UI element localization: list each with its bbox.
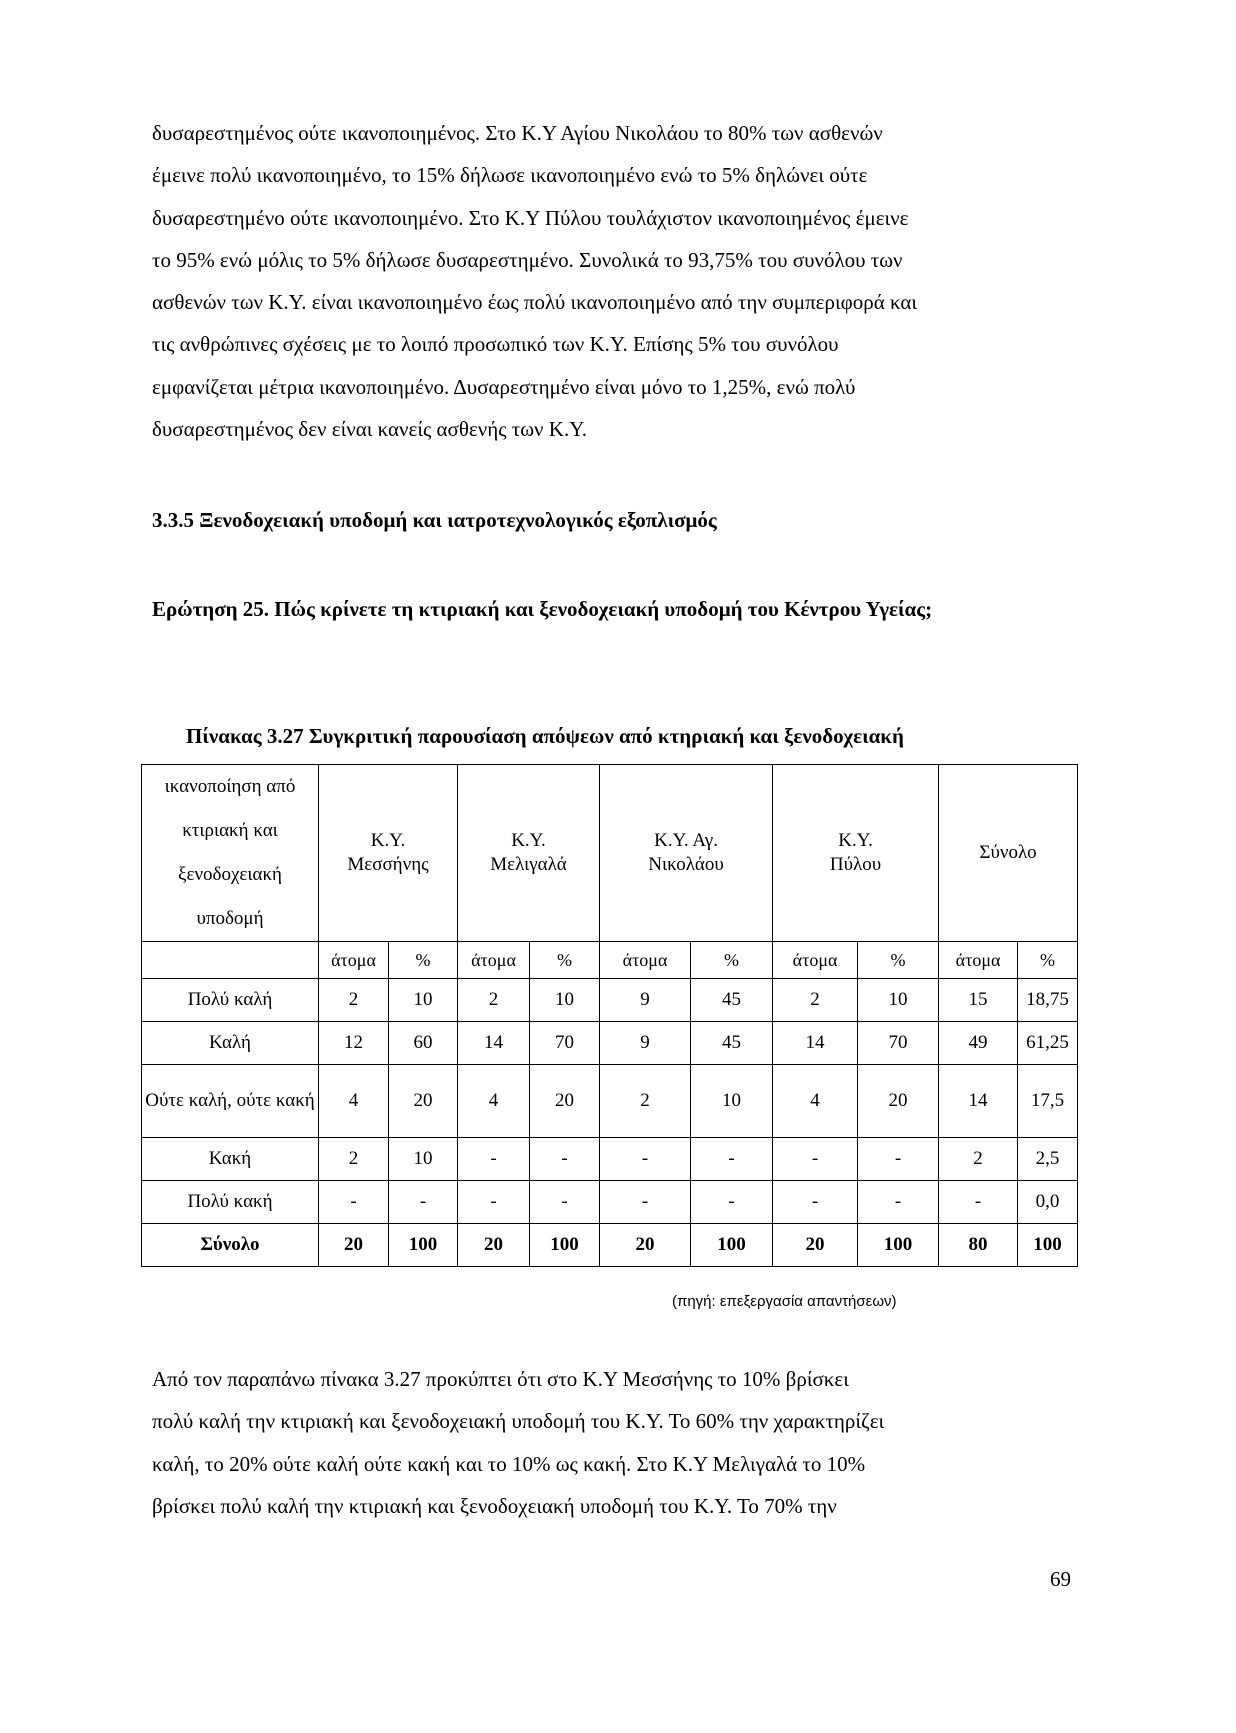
- column-header-line: Μελιγαλά: [490, 854, 567, 875]
- table-cell: 20: [530, 1065, 600, 1138]
- column-header-line: Σύνολο: [979, 842, 1037, 864]
- row-label: Καλή: [142, 1022, 319, 1065]
- table-cell: 14: [773, 1022, 858, 1065]
- table-caption: Πίνακας 3.27 Συγκριτική παρουσίαση απόψεων από κτηριακή και ξενοδοχειακή: [186, 724, 904, 748]
- table-cell: 12: [319, 1022, 389, 1065]
- intro-line: δυσαρεστημένος δεν είναι κανείς ασθενής των Κ.Υ.: [152, 417, 588, 442]
- outro-paragraph: [152, 1358, 1068, 1527]
- table-cell: 10: [691, 1065, 773, 1138]
- table-cell: -: [319, 1181, 389, 1224]
- corner-label-line: κτιριακή και: [182, 820, 278, 841]
- page-number: 69: [1050, 1567, 1071, 1591]
- table-cell: -: [389, 1181, 458, 1224]
- subheader-cell: άτομα: [600, 942, 691, 979]
- table-cell: 45: [691, 1022, 773, 1065]
- intro-line: έμεινε πολύ ικανοποιημένο, το 15% δήλωσε ικανοποιημένο ενώ το 5% δηλώνει ούτε: [152, 163, 868, 188]
- intro-line: δυσαρεστημένος ούτε ικανοποιημένος. Στο Κ.Υ Αγίου Νικολάου το 80% των ασθενών: [152, 121, 883, 145]
- table-cell: 0,0: [1018, 1181, 1078, 1224]
- section-heading: 3.3.5 Ξενοδοχειακή υποδομή και ιατροτεχνολογικός εξοπλισμός: [152, 508, 717, 532]
- table-cell: 2: [939, 1138, 1018, 1181]
- table-cell: 100: [389, 1224, 458, 1267]
- intro-line: το 95% ενώ μόλις το 5% δήλωσε δυσαρεστημένο. Συνολικά το 93,75% του συνόλου των: [152, 247, 903, 272]
- table-cell: 70: [858, 1022, 939, 1065]
- intro-line: τις ανθρώπινες σχέσεις με το λοιπό προσωπικό των Κ.Υ. Επίσης 5% του συνόλου: [152, 332, 839, 357]
- intro-paragraph: [152, 112, 1068, 450]
- corner-label-line: ξενοδοχειακή: [178, 864, 282, 885]
- intro-line: δυσαρεστημένο ούτε ικανοποιημένο. Στο Κ.Υ Πύλου τουλάχιστον ικανοποιημένος έμεινε: [152, 205, 909, 230]
- table-cell: 20: [458, 1224, 530, 1267]
- table-cell: 100: [691, 1224, 773, 1267]
- column-header-line: Κ.Υ.: [838, 830, 873, 852]
- table-cell: 70: [530, 1022, 600, 1065]
- column-header-total: [939, 765, 1078, 942]
- subheader-cell: %: [858, 942, 939, 979]
- subheader-cell: %: [530, 942, 600, 979]
- table-row: [142, 1065, 1078, 1138]
- table-row: [142, 979, 1078, 1022]
- table-cell: 20: [773, 1224, 858, 1267]
- table-source-note: (πηγή: επεξεργασία απαντήσεων): [672, 1293, 897, 1310]
- table-cell: 80: [939, 1224, 1018, 1267]
- table-cell: 2: [773, 979, 858, 1022]
- table-cell: 20: [600, 1224, 691, 1267]
- column-header-messini: [319, 765, 458, 942]
- table-cell: 2: [458, 979, 530, 1022]
- table-cell: 49: [939, 1022, 1018, 1065]
- subheader-empty: [142, 942, 319, 979]
- corner-label: [142, 765, 319, 942]
- row-label: Σύνολο: [142, 1224, 319, 1267]
- table-cell: 20: [319, 1224, 389, 1267]
- table-cell: 10: [858, 979, 939, 1022]
- table-cell: -: [773, 1138, 858, 1181]
- table-cell: 100: [858, 1224, 939, 1267]
- table-cell: -: [691, 1138, 773, 1181]
- column-header-line: Κ.Υ. Αγ.: [654, 830, 718, 852]
- table-cell: 2,5: [1018, 1138, 1078, 1181]
- table-cell: 17,5: [1018, 1065, 1078, 1138]
- table-cell: -: [458, 1138, 530, 1181]
- table-header-row: [142, 765, 1078, 942]
- table-cell: 2: [319, 979, 389, 1022]
- row-label: Κακή: [142, 1138, 319, 1181]
- table-subheader-row: [142, 942, 1078, 979]
- table-cell: 15: [939, 979, 1018, 1022]
- table-cell: -: [458, 1181, 530, 1224]
- table-cell: -: [939, 1181, 1018, 1224]
- table-cell: 18,75: [1018, 979, 1078, 1022]
- column-header-meligala: [458, 765, 600, 942]
- table-cell: 9: [600, 1022, 691, 1065]
- satisfaction-table: [141, 764, 1078, 1267]
- table-cell: -: [858, 1181, 939, 1224]
- table-cell: 60: [389, 1022, 458, 1065]
- table-cell: 100: [530, 1224, 600, 1267]
- table-cell: 45: [691, 979, 773, 1022]
- corner-label-line: ικανοποίηση από: [164, 776, 296, 797]
- table-cell: -: [691, 1181, 773, 1224]
- table-cell: 10: [389, 1138, 458, 1181]
- outro-line: πολύ καλή την κτιριακή και ξενοδοχειακή υποδομή του Κ.Υ. Το 60% την χαρακτηρίζει: [152, 1409, 885, 1434]
- table-cell: -: [600, 1181, 691, 1224]
- column-header-agios-nikolaos: [600, 765, 773, 942]
- column-header-pylos: [773, 765, 939, 942]
- table-cell: 2: [319, 1138, 389, 1181]
- table-cell: 61,25: [1018, 1022, 1078, 1065]
- subheader-cell: %: [691, 942, 773, 979]
- subheader-cell: άτομα: [458, 942, 530, 979]
- row-label: Πολύ καλή: [142, 979, 319, 1022]
- table-cell: 2: [600, 1065, 691, 1138]
- column-header-line: Πύλου: [829, 854, 882, 875]
- subheader-cell: άτομα: [773, 942, 858, 979]
- table-cell: -: [600, 1138, 691, 1181]
- column-header-line: Μεσσήνης: [347, 854, 429, 875]
- table-cell: 14: [458, 1022, 530, 1065]
- corner-label-line: υποδομή: [196, 908, 264, 929]
- table-cell: 10: [530, 979, 600, 1022]
- table-total-row: [142, 1224, 1078, 1267]
- question-text: Ερώτηση 25. Πώς κρίνετε τη κτιριακή και ξενοδοχειακή υποδομή του Κέντρου Υγείας;: [152, 597, 933, 621]
- table-cell: 10: [389, 979, 458, 1022]
- table-cell: 14: [939, 1065, 1018, 1138]
- table-cell: 100: [1018, 1224, 1078, 1267]
- table-cell: 4: [773, 1065, 858, 1138]
- table-row: [142, 1138, 1078, 1181]
- subheader-cell: άτομα: [319, 942, 389, 979]
- table-row: [142, 1022, 1078, 1065]
- table-cell: 4: [458, 1065, 530, 1138]
- table-cell: 20: [389, 1065, 458, 1138]
- table-cell: 9: [600, 979, 691, 1022]
- intro-line: εμφανίζεται μέτρια ικανοποιημένο. Δυσαρεστημένο είναι μόνο το 1,25%, ενώ πολύ: [152, 374, 856, 399]
- table-cell: 20: [858, 1065, 939, 1138]
- table-cell: -: [530, 1181, 600, 1224]
- intro-line: ασθενών των Κ.Υ. είναι ικανοποιημένο έως πολύ ικανοποιημένο από την συμπεριφορά και: [152, 290, 918, 315]
- outro-line: Από τον παραπάνω πίνακα 3.27 προκύπτει ότι στο Κ.Υ Μεσσήνης το 10% βρίσκει: [152, 1367, 849, 1391]
- column-header-line: Κ.Υ.: [370, 830, 406, 852]
- table-cell: -: [773, 1181, 858, 1224]
- column-header-line: Κ.Υ.: [511, 830, 546, 852]
- row-label: Ούτε καλή, ούτε κακή: [142, 1065, 319, 1138]
- table-cell: -: [530, 1138, 600, 1181]
- subheader-cell: άτομα: [939, 942, 1018, 979]
- table-cell: -: [858, 1138, 939, 1181]
- outro-line: καλή, το 20% ούτε καλή ούτε κακή και το 10% ως κακή. Στο Κ.Υ Μελιγαλά το 10%: [152, 1451, 866, 1476]
- subheader-cell: %: [1018, 942, 1078, 979]
- table-cell: 4: [319, 1065, 389, 1138]
- column-header-line: Νικολάου: [648, 854, 724, 875]
- subheader-cell: %: [389, 942, 458, 979]
- table-row: [142, 1181, 1078, 1224]
- row-label: Πολύ κακή: [142, 1181, 319, 1224]
- outro-line: βρίσκει πολύ καλή την κτιριακή και ξενοδοχειακή υποδομή του Κ.Υ. Το 70% την: [152, 1493, 837, 1518]
